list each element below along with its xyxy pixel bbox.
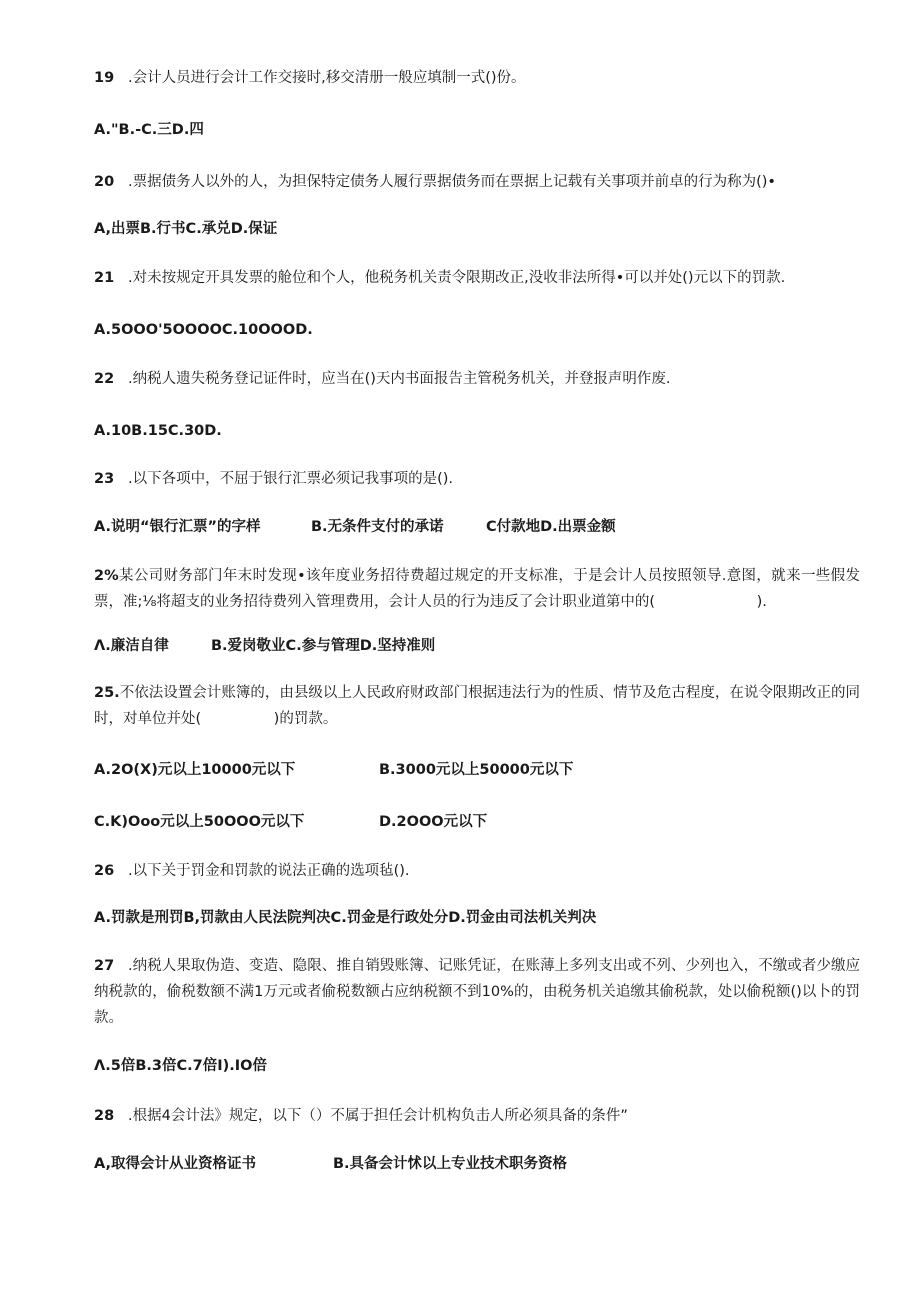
question-text: .对未按规定开具发票的舱位和个人，他税务机关责令限期改正,没收非法所得•可以并处()元以下的罚款. — [128, 270, 786, 286]
question-number: 19 — [94, 70, 115, 86]
question-text: 不依法设置会计账簿的，由县级以上人民政府财政部门根据违法行为的性质、情节及危古程度，在说令限期改正的同时，对单位并处( )的罚款。 — [94, 685, 860, 727]
question-text: .纳税人遗失税务登记证件时，应当在()天内书面报告主管税务机关，并登报声明作废. — [128, 371, 671, 387]
question-21 — [94, 268, 785, 288]
option-c: C.K)Ooo元以上50OOO元以下 — [94, 814, 305, 830]
question-number: 21 — [94, 270, 115, 286]
question-text: .以下各项中，不屈于银行汇票必须记我事项的是(). — [128, 471, 454, 487]
option-a: A.说明“银行汇票”的字样 — [94, 519, 261, 535]
option-b-c-d: B.爱岗敬业C.参与管理D.坚持准则 — [211, 638, 436, 654]
question-number: 20 — [94, 174, 115, 190]
options-22: A.10B.15C.30D. — [94, 423, 222, 439]
question-number: 26 — [94, 863, 115, 879]
question-23 — [94, 469, 453, 489]
options-23 — [94, 517, 261, 537]
options-19: A."B.-C.三D.四 — [94, 122, 204, 138]
question-number: 27 — [94, 958, 115, 974]
question-22 — [94, 369, 671, 389]
question-text: .票据债务人以外的人，为担保特定债务人履行票据债务而在票据上记载有关事项并前卓的行为称为()• — [128, 174, 776, 190]
question-text: .会计人员进行会计工作交接时,移交清册一般应填制一式()份。 — [128, 70, 526, 86]
question-24 — [94, 563, 860, 615]
options-21: A.5OOO'5OOOOC.10OOOD. — [94, 322, 313, 338]
option-a: Λ.廉洁自律 — [94, 638, 169, 654]
question-27 — [94, 953, 860, 1031]
question-number: 2% — [94, 568, 119, 584]
question-20 — [94, 172, 776, 192]
question-25 — [94, 680, 860, 732]
option-a: A,取得会计从业资格证书 — [94, 1156, 256, 1172]
question-number: 25. — [94, 685, 120, 701]
question-text: .纳税人果取伪造、变造、隐限、推自销毁账簿、记账凭证，在账薄上多列支出或不列、少列也入，不缴或者少缴应纳税款的，偷税数额不满1万元或者偷税数额占应纳税额不到10%的，由税务机关追缴其偷税款，处以偷税额()以卜的罚款。 — [94, 958, 860, 1026]
option-a: A.2O(X)元以上10000元以下 — [94, 762, 296, 778]
question-number: 22 — [94, 371, 115, 387]
options-26: A.罚款是刑罚B,罚款由人民法院判决C.罚金是行政处分D.罚金由司法机关判决 — [94, 910, 597, 926]
question-text: 某公司财务部门年末时发现•该年度业务招待费超过规定的开支标准，于是会计人员按照领导.意图，就来一些假发票，准;⅛将超支的业务招待费列入管理费用，会计人员的行为违反了会计职业道第中的( ). — [94, 568, 860, 610]
question-text: .根据4会计法》规定，以下（）不属于担任会计机构负击人所必须具备的条件” — [128, 1108, 628, 1124]
options-20: A,出票B.行书C.承兑D.保证 — [94, 221, 278, 237]
option-c-d: C付款地D.出票金额 — [486, 519, 616, 535]
option-b: B.无条件支付的承诺 — [311, 519, 444, 535]
question-19 — [94, 68, 526, 88]
question-number: 28 — [94, 1108, 115, 1124]
question-28 — [94, 1106, 628, 1126]
option-d: D.2OOO元以下 — [379, 814, 488, 830]
options-27: Λ.5倍B.3倍C.7倍I).IO倍 — [94, 1058, 267, 1074]
question-text: .以下关于罚金和罚款的说法正确的选项毡(). — [128, 863, 410, 879]
option-b: B.3000元以上50000元以下 — [379, 762, 574, 778]
option-b: B.具备会计怵以上专业技术职务资格 — [333, 1156, 568, 1172]
question-26 — [94, 861, 410, 881]
question-number: 23 — [94, 471, 115, 487]
